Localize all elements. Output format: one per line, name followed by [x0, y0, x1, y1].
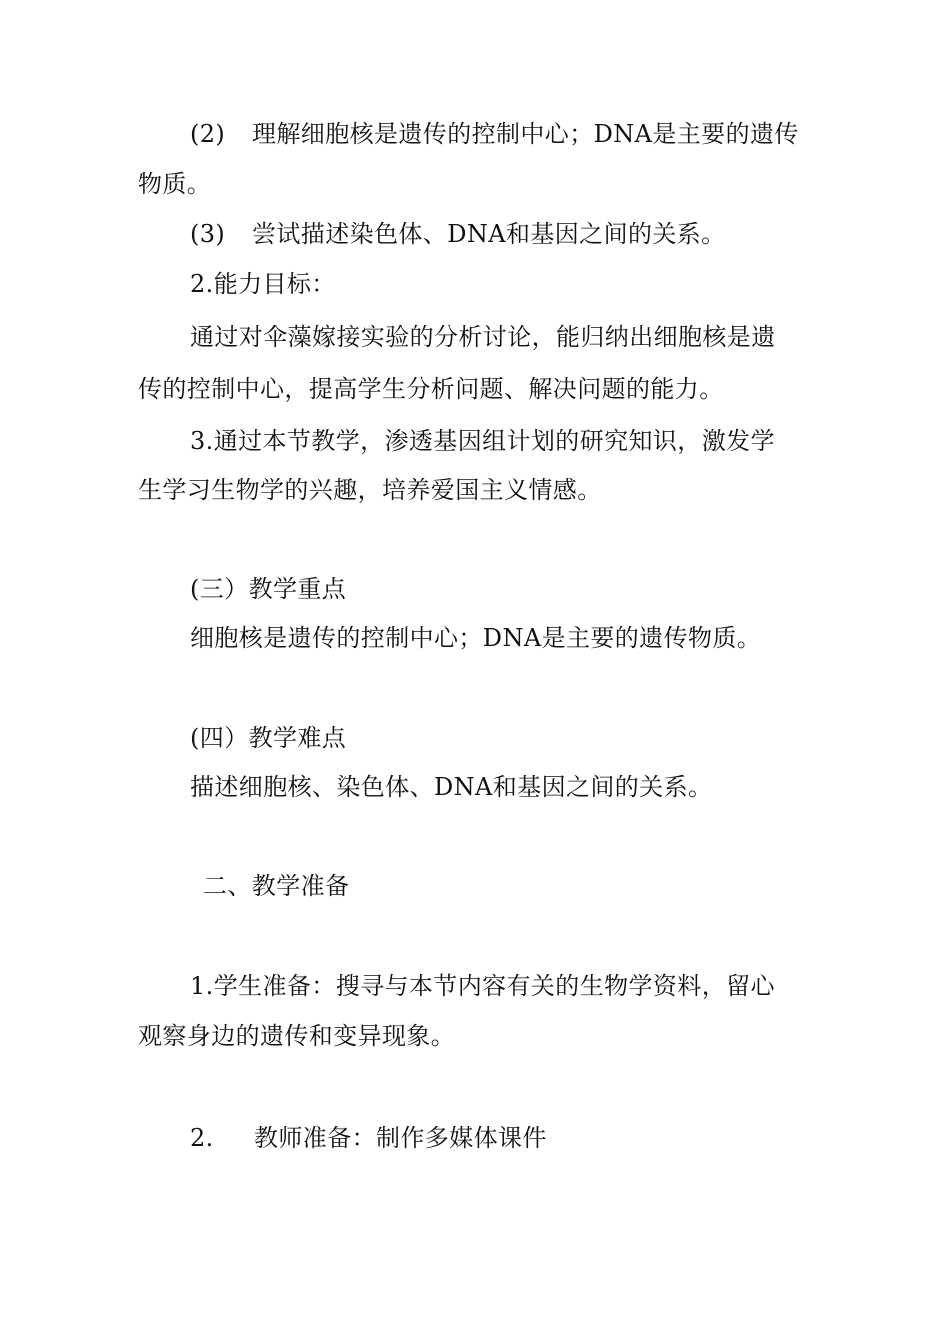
teacher-preparation-number: 2.	[190, 1124, 214, 1152]
objective-item-3-number: (3)	[190, 220, 226, 248]
key-point-heading: (三）教学重点	[190, 575, 347, 603]
student-preparation-line-2: 观察身边的遗传和变异现象。	[138, 1022, 456, 1050]
objective-item-2-line-1	[190, 116, 810, 152]
teacher-preparation	[190, 1120, 810, 1156]
teacher-preparation-text: 教师准备：制作多媒体课件	[254, 1124, 547, 1152]
student-preparation-line-1: 1.学生准备：搜寻与本节内容有关的生物学资料，留心	[190, 972, 775, 1000]
objective-item-2-number: (2)	[190, 120, 226, 148]
difficulty-heading: (四）教学难点	[190, 724, 347, 752]
objective-item-3	[190, 216, 810, 252]
emotion-paragraph-line-1: 3.通过本节教学，渗透基因组计划的研究知识，激发学	[190, 427, 775, 455]
key-point-text: 细胞核是遗传的控制中心；DNA是主要的遗传物质。	[190, 624, 762, 652]
objective-item-3-text: 尝试描述染色体、DNA和基因之间的关系。	[252, 220, 726, 248]
ability-paragraph-line-1: 通过对伞藻嫁接实验的分析讨论，能归纳出细胞核是遗	[190, 323, 776, 351]
objective-item-2-line-2: 物质。	[138, 170, 212, 198]
ability-heading: 2.能力目标：	[190, 270, 336, 298]
objective-item-2-text: 理解细胞核是遗传的控制中心；DNA是主要的遗传	[252, 120, 799, 148]
difficulty-text: 描述细胞核、染色体、DNA和基因之间的关系。	[190, 773, 713, 801]
emotion-paragraph-line-2: 生学习生物学的兴趣，培养爱国主义情感。	[138, 476, 602, 504]
preparation-heading: 二、教学准备	[203, 872, 350, 900]
ability-paragraph-line-2: 传的控制中心，提高学生分析问题、解决问题的能力。	[138, 375, 724, 403]
